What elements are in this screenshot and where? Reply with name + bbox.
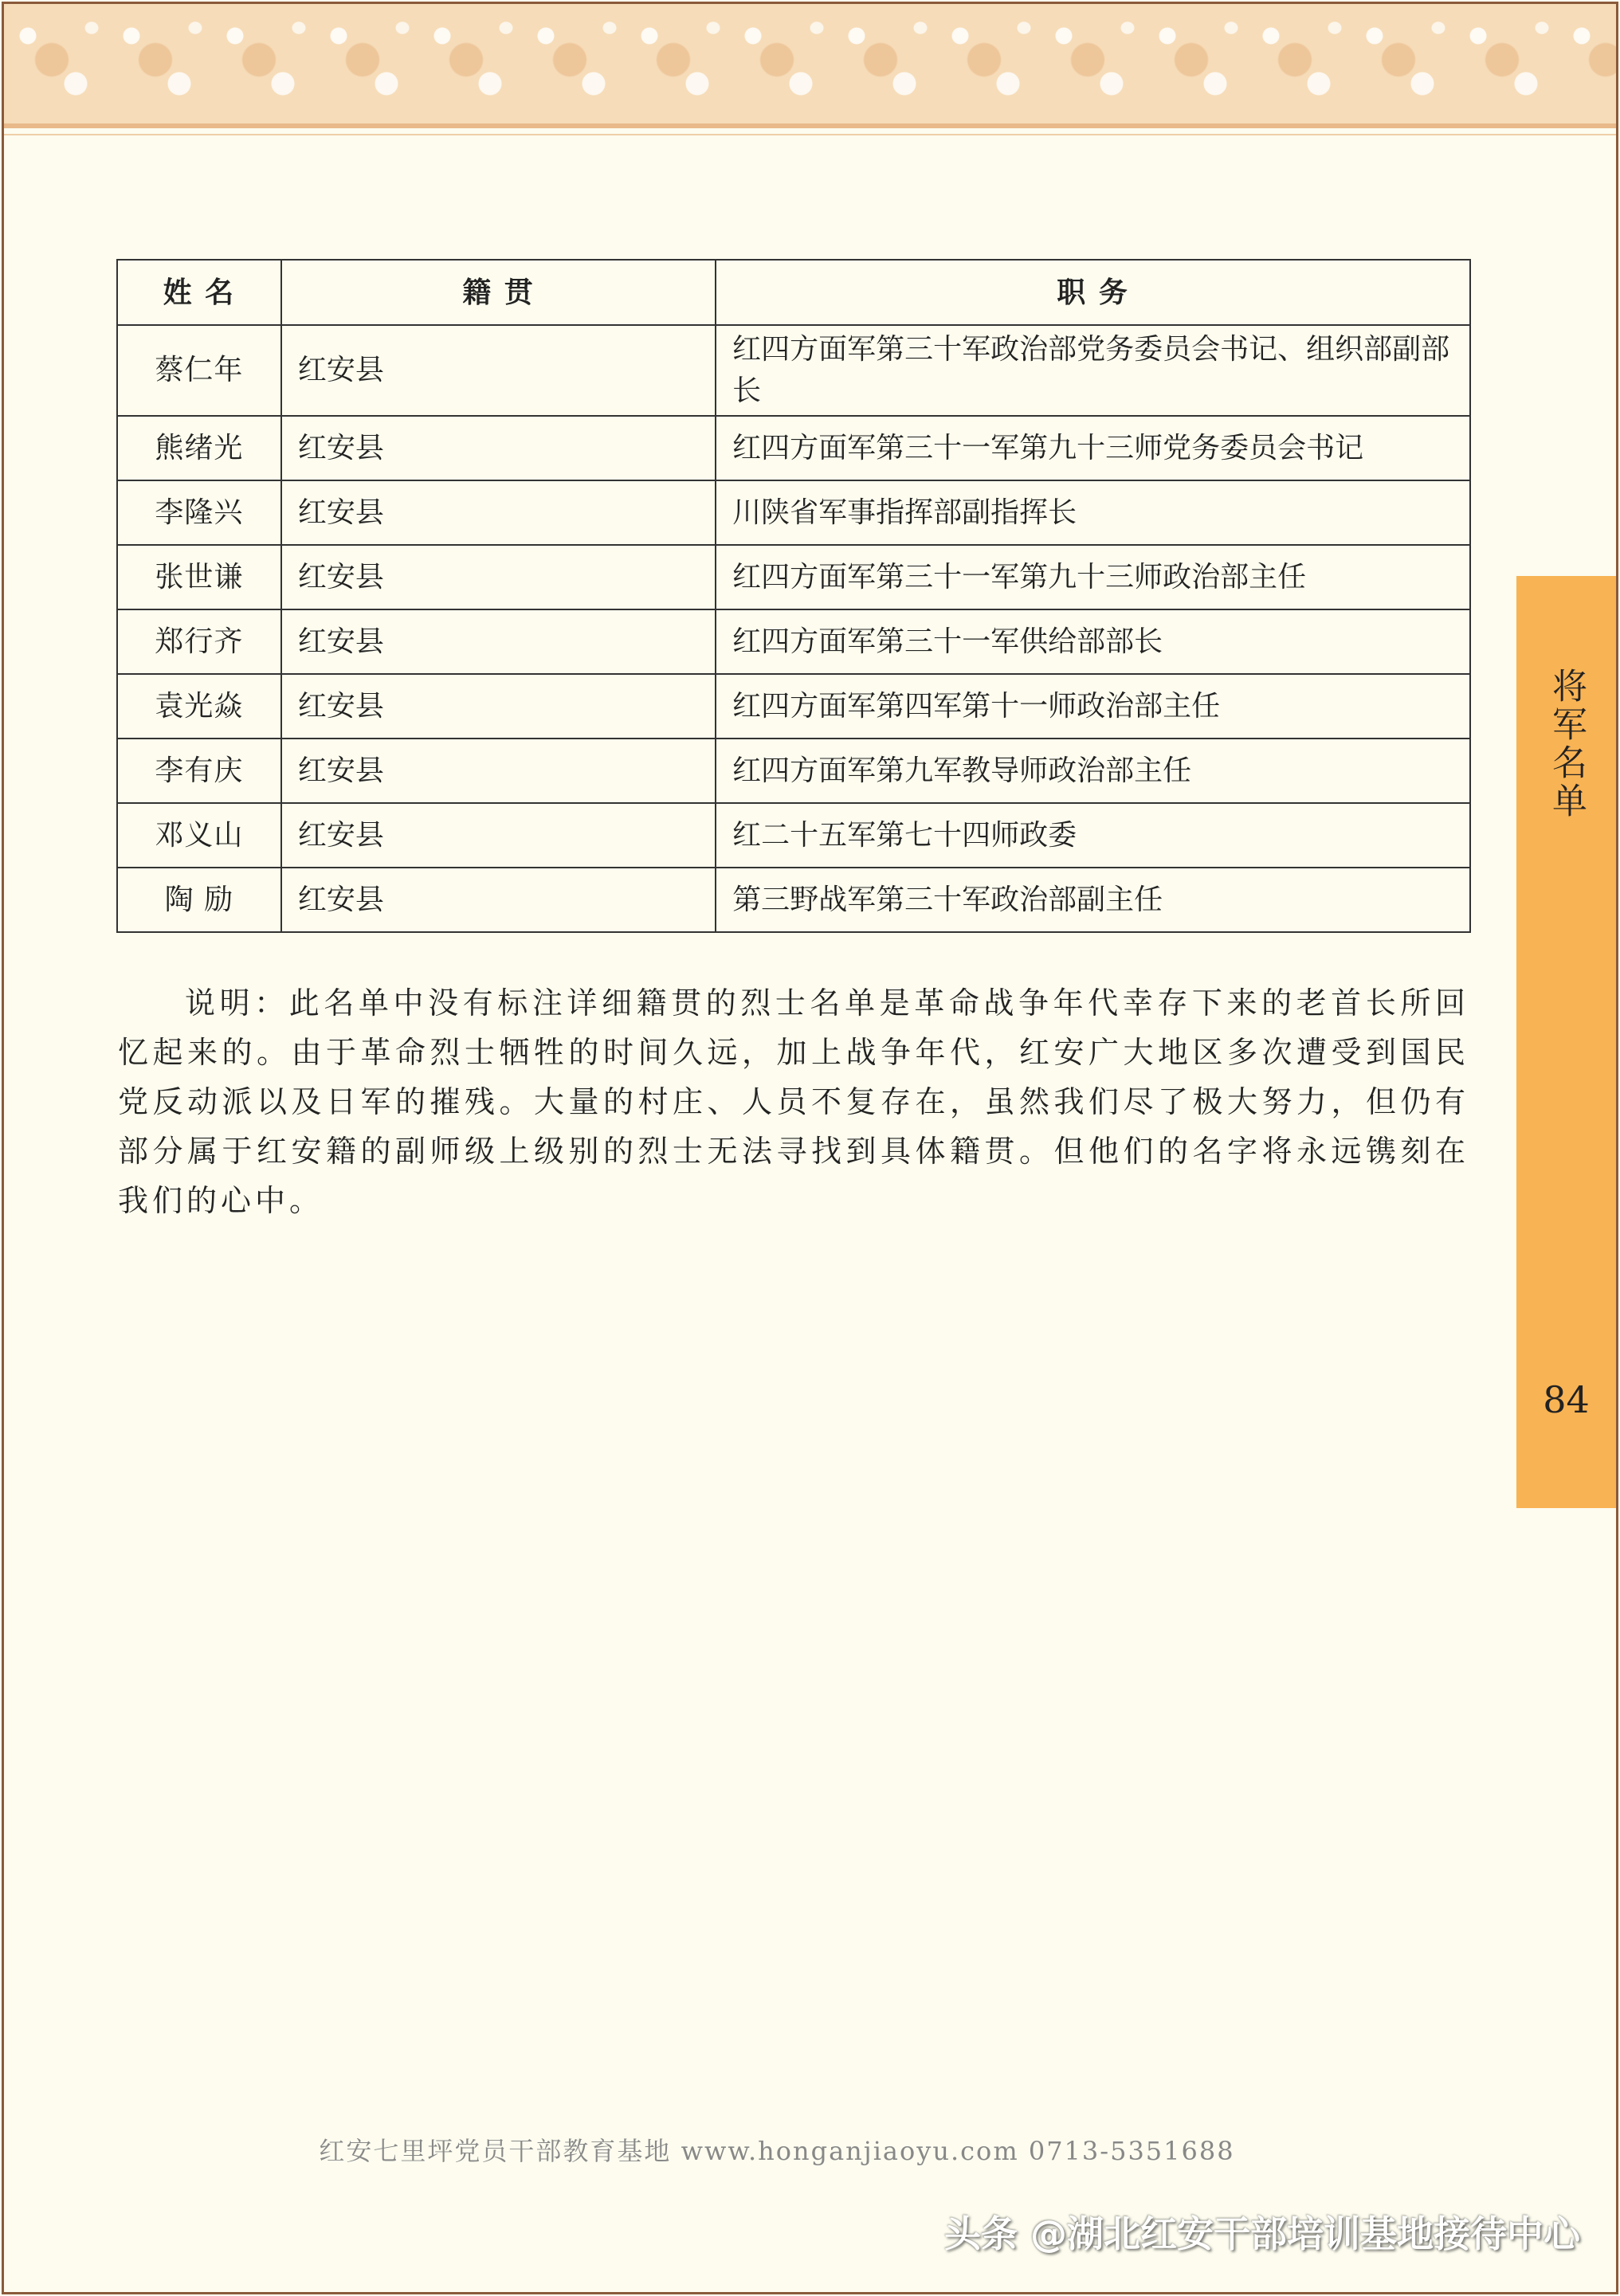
cell-name: 邓义山 bbox=[117, 803, 281, 868]
table-row bbox=[117, 609, 1470, 674]
cell-hometown: 红安县 bbox=[281, 674, 716, 739]
table-header-row bbox=[117, 260, 1470, 325]
generals-table bbox=[116, 259, 1471, 933]
cell-position: 红四方面军第四军第十一师政治部主任 bbox=[716, 674, 1470, 739]
cell-hometown: 红安县 bbox=[281, 739, 716, 803]
table-row bbox=[117, 325, 1470, 416]
cell-position: 红二十五军第七十四师政委 bbox=[716, 803, 1470, 868]
cell-position: 红四方面军第三十军政治部党务委员会书记、组织部副部长 bbox=[716, 325, 1470, 416]
cell-position: 红四方面军第三十一军供给部部长 bbox=[716, 609, 1470, 674]
page-number: 84 bbox=[1543, 1378, 1590, 1421]
cell-position: 川陕省军事指挥部副指挥长 bbox=[716, 480, 1470, 545]
explanatory-note bbox=[118, 978, 1469, 1225]
cell-name: 陶 励 bbox=[117, 868, 281, 932]
cell-name: 蔡仁年 bbox=[117, 325, 281, 416]
header-name: 姓 名 bbox=[117, 260, 281, 325]
table-row bbox=[117, 416, 1470, 480]
cell-position: 红四方面军第三十一军第九十三师政治部主任 bbox=[716, 545, 1470, 609]
table-row bbox=[117, 545, 1470, 609]
footer-contact: 红安七里坪党员干部教育基地 www.honganjiaoyu.com 0713-5351688 bbox=[319, 2136, 1235, 2166]
cell-hometown: 红安县 bbox=[281, 480, 716, 545]
cell-hometown: 红安县 bbox=[281, 416, 716, 480]
cell-name: 郑行齐 bbox=[117, 609, 281, 674]
cell-name: 李隆兴 bbox=[117, 480, 281, 545]
header-position: 职 务 bbox=[716, 260, 1470, 325]
table-row bbox=[117, 739, 1470, 803]
table-row bbox=[117, 803, 1470, 868]
cell-name: 张世谦 bbox=[117, 545, 281, 609]
cell-hometown: 红安县 bbox=[281, 609, 716, 674]
cell-name: 熊绪光 bbox=[117, 416, 281, 480]
cell-hometown: 红安县 bbox=[281, 545, 716, 609]
decorative-floral-band bbox=[4, 4, 1616, 123]
cell-position: 第三野战军第三十军政治部副主任 bbox=[716, 868, 1470, 932]
chapter-title: 将军名单 bbox=[1546, 668, 1587, 821]
watermark: 头条 @湖北红安干部培训基地接待中心 bbox=[943, 2212, 1580, 2255]
cell-name: 李有庆 bbox=[117, 739, 281, 803]
note-paragraph: 说明：此名单中没有标注详细籍贯的烈士名单是革命战争年代幸存下来的老首长所回忆起来的。由于革命烈士牺牲的时间久远，加上战争年代，红安广大地区多次遭受到国民党反动派以及日军的摧残。大量的村庄、人员不复存在，虽然我们尽了极大努力，但仍有部分属于红安籍的副师级上级别的烈士无法寻找到具体籍贯。但他们的名字将永远镌刻在我们的心中。 bbox=[118, 985, 1469, 1218]
cell-name: 袁光焱 bbox=[117, 674, 281, 739]
chapter-side-tab bbox=[1516, 576, 1616, 1508]
header-hometown: 籍 贯 bbox=[281, 260, 716, 325]
cell-hometown: 红安县 bbox=[281, 325, 716, 416]
cell-hometown: 红安县 bbox=[281, 868, 716, 932]
band-divider bbox=[4, 123, 1616, 128]
table-row bbox=[117, 674, 1470, 739]
cell-hometown: 红安县 bbox=[281, 803, 716, 868]
table-row bbox=[117, 480, 1470, 545]
table-row bbox=[117, 868, 1470, 932]
cell-position: 红四方面军第三十一军第九十三师党务委员会书记 bbox=[716, 416, 1470, 480]
cell-position: 红四方面军第九军教导师政治部主任 bbox=[716, 739, 1470, 803]
band-divider-thin bbox=[4, 134, 1616, 135]
